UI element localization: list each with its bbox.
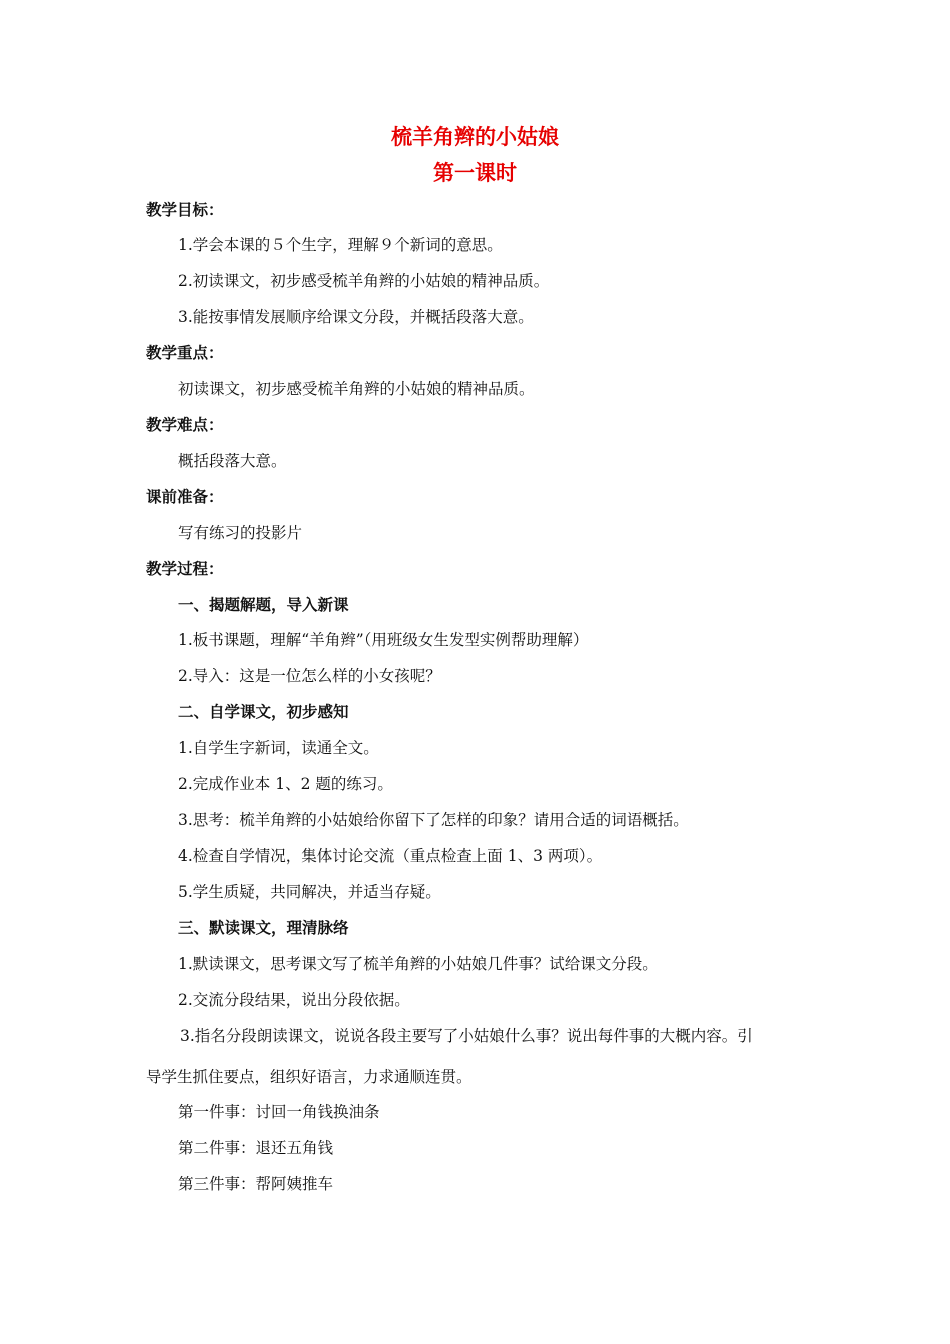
- objective-item: 3.能按事情发展顺序给课文分段，并概括段落大意。: [178, 308, 534, 326]
- process-item-wrapped-line: 3.指名分段朗读课文，说说各段主要写了小姑娘什么事？说出每件事的大概内容。引: [180, 1027, 753, 1045]
- event-item: 第二件事：退还五角钱: [178, 1139, 334, 1157]
- process-item-wrapped-continuation: 导学生抓住要点，组织好语言，力求通顺连贯。: [146, 1068, 472, 1086]
- preparation-text: 写有练习的投影片: [178, 524, 303, 542]
- process-item: 1.默读课文，思考课文写了梳羊角辫的小姑娘几件事？试给课文分段。: [178, 955, 658, 973]
- difficulties-heading: 教学难点：: [146, 415, 224, 434]
- process-item: 4.检查自学情况，集体讨论交流（重点检查上面 1、3 两项）。: [178, 847, 603, 865]
- process-item: 2.交流分段结果，说出分段依据。: [178, 991, 410, 1009]
- process-item: 3.思考：梳羊角辫的小姑娘给你留下了怎样的印象？请用合适的词语概括。: [178, 811, 689, 829]
- objectives-heading: 教学目标：: [146, 200, 224, 219]
- document-subtitle: 第一课时: [433, 160, 517, 185]
- section-title: 三、默读课文，理清脉络: [178, 918, 349, 937]
- process-item: 5.学生质疑，共同解决，并适当存疑。: [178, 883, 441, 901]
- section-title: 二、自学课文，初步感知: [178, 702, 349, 721]
- objective-item: 1.学会本课的５个生字，理解９个新词的意思。: [178, 236, 503, 254]
- process-item: 2.完成作业本 1、2 题的练习。: [178, 775, 393, 793]
- objective-item: 2.初读课文，初步感受梳羊角辫的小姑娘的精神品质。: [178, 272, 550, 290]
- key-points-text: 初读课文，初步感受梳羊角辫的小姑娘的精神品质。: [178, 380, 535, 398]
- event-item: 第一件事：讨回一角钱换油条: [178, 1103, 380, 1121]
- process-item: 2.导入：这是一位怎么样的小女孩呢？: [178, 667, 441, 685]
- document-title: 梳羊角辫的小姑娘: [391, 124, 559, 149]
- preparation-heading: 课前准备：: [146, 487, 224, 506]
- key-points-heading: 教学重点：: [146, 343, 224, 362]
- difficulties-text: 概括段落大意。: [178, 452, 287, 470]
- process-item: 1.板书课题，理解“羊角辫”（用班级女生发型实例帮助理解）: [178, 631, 589, 649]
- event-item: 第三件事：帮阿姨推车: [178, 1175, 334, 1193]
- section-title: 一、揭题解题，导入新课: [178, 595, 349, 614]
- process-heading: 教学过程：: [146, 559, 224, 578]
- process-item: 1.自学生字新词，读通全文。: [178, 739, 379, 757]
